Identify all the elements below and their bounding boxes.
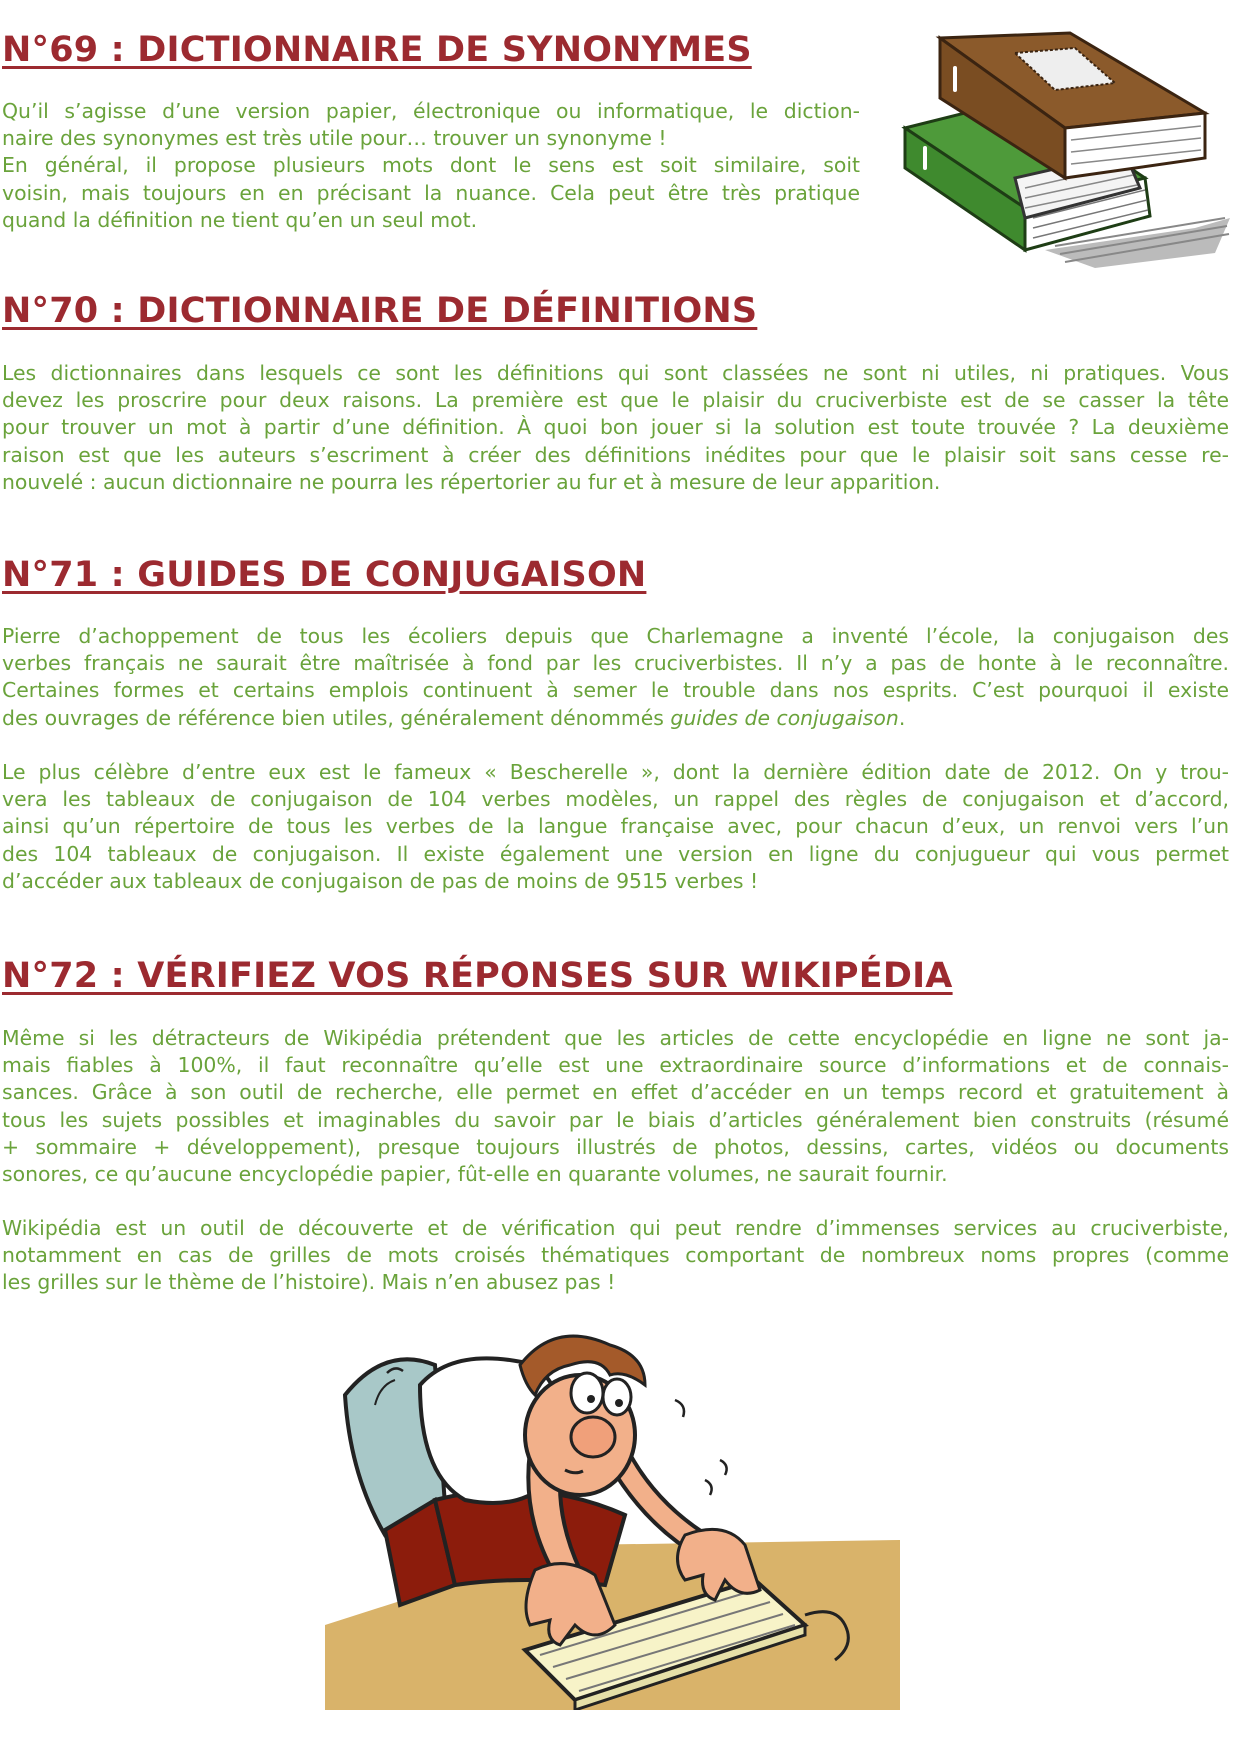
paragraph-synonymes bbox=[2, 98, 860, 234]
text-line: pour trouver un mot à partir d’une définition. À quoi bon jouer si la solution est toute trouvée ? La deuxième bbox=[2, 415, 1229, 440]
paragraph-conjugaison-2 bbox=[2, 759, 1229, 895]
man-head bbox=[520, 1336, 645, 1495]
heading-synonymes: N°69 : DICTIONNAIRE DE SYNONYMES bbox=[2, 30, 752, 70]
paragraph-conjugaison-1 bbox=[2, 623, 1229, 732]
paragraph-wikipedia-2 bbox=[2, 1215, 1229, 1297]
paragraph-wikipedia-1 bbox=[2, 1025, 1229, 1188]
text-line: les grilles sur le thème de l’histoire). Mais n’en abusez pas ! bbox=[2, 1270, 616, 1295]
text-line: devez les proscrire pour deux raisons. La première est que le plaisir du cruciverbiste est de se casser la tête bbox=[2, 388, 1229, 413]
text-line: Le plus célèbre d’entre eux est le fameux « Bescherelle », dont la dernière édition date de 2012. On y trou- bbox=[2, 760, 1229, 784]
text-line: tous les sujets possibles et imaginables du savoir par le biais d’articles généralement bien construits (résumé bbox=[2, 1107, 1229, 1132]
text-line: raison est que les auteurs s’escriment à créer des définitions inédites pour que le plaisir soit sans cesse re- bbox=[2, 442, 1229, 467]
text-line: En général, il propose plusieurs mots dont le sens est soit similaire, soit bbox=[2, 153, 860, 178]
text-line: naire des synonymes est très utile pour… trouver un synonyme ! bbox=[2, 126, 667, 151]
text-run: . bbox=[898, 705, 906, 730]
text-line: mais fiables à 100%, il faut reconnaître qu’elle est une extraordinaire source d’informations et de connais- bbox=[2, 1053, 1229, 1078]
text-line: nouvelé : aucun dictionnaire ne pourra les répertorier au fur et à mesure de leur apparition. bbox=[2, 469, 941, 494]
text-line: d’accéder aux tableaux de conjugaison de pas de moins de 9515 verbes ! bbox=[2, 868, 759, 893]
text-run: des ouvrages de référence bien utiles, généralement dénommés bbox=[2, 705, 671, 730]
paragraph-definitions bbox=[2, 360, 1229, 496]
text-line: voisin, mais toujours en en précisant la nuance. Cela peut être très pratique bbox=[2, 180, 860, 205]
text-line bbox=[2, 705, 1229, 732]
text-line: sonores, ce qu’aucune encyclopédie papier, fût-elle en quarante volumes, ne saurait fournir. bbox=[2, 1162, 948, 1187]
book-title-italic: guides de conjugaison bbox=[670, 705, 899, 730]
text-line: Pierre d’achoppement de tous les écoliers depuis que Charlemagne a inventé l’école, la conjugaison des bbox=[2, 624, 1229, 648]
text-line: des 104 tableaux de conjugaison. Il existe également une version en ligne du conjugueur qui vous permet bbox=[2, 841, 1229, 866]
text-line: quand la définition ne tient qu’en un seul mot. bbox=[2, 207, 478, 232]
text-line: vera les tableaux de conjugaison de 104 verbes modèles, un rappel des règles de conjugaison et d’accord, bbox=[2, 787, 1229, 812]
heading-wikipedia: N°72 : VÉRIFIEZ VOS RÉPONSES SUR WIKIPÉDIA bbox=[2, 956, 953, 996]
text-line: ainsi qu’un répertoire de tous les verbes de la langue française avec, pour chacun d’eux, un renvoi vers l’un bbox=[2, 814, 1229, 839]
text-line: Wikipédia est un outil de découverte et de vérification qui peut rendre d’immenses services au cruciverbiste, bbox=[2, 1216, 1229, 1240]
text-line: Même si les détracteurs de Wikipédia prétendent que les articles de cette encyclopédie en ligne ne sont ja- bbox=[2, 1026, 1229, 1050]
books-illustration bbox=[895, 28, 1240, 268]
text-line: Les dictionnaires dans lesquels ce sont les définitions qui sont classées ne sont ni utiles, ni pratiques. Vous bbox=[2, 361, 1229, 385]
text-line: verbes français ne saurait être maîtrisée à fond par les cruciverbistes. Il n’y a pas de honte à le reconnaître. bbox=[2, 651, 1229, 676]
text-line: sances. Grâce à son outil de recherche, elle permet en effet d’accéder en un temps record et gratuitement à bbox=[2, 1080, 1229, 1105]
text-line: Qu’il s’agisse d’une version papier, électronique ou informatique, le diction- bbox=[2, 99, 860, 123]
typing-man-illustration bbox=[325, 1325, 900, 1710]
text-line: Certaines formes et certains emplois continuent à semer le trouble dans nos esprits. C’est pourquoi il existe bbox=[2, 678, 1229, 703]
text-line: notamment en cas de grilles de mots croisés thématiques comportant de nombreux noms propres (comme bbox=[2, 1243, 1229, 1268]
heading-definitions: N°70 : DICTIONNAIRE DE DÉFINITIONS bbox=[2, 291, 758, 331]
heading-conjugaison: N°71 : GUIDES DE CONJUGAISON bbox=[2, 555, 647, 595]
text-line: + sommaire + développement), presque toujours illustrés de photos, dessins, cartes, vidéos ou documents bbox=[2, 1134, 1229, 1159]
